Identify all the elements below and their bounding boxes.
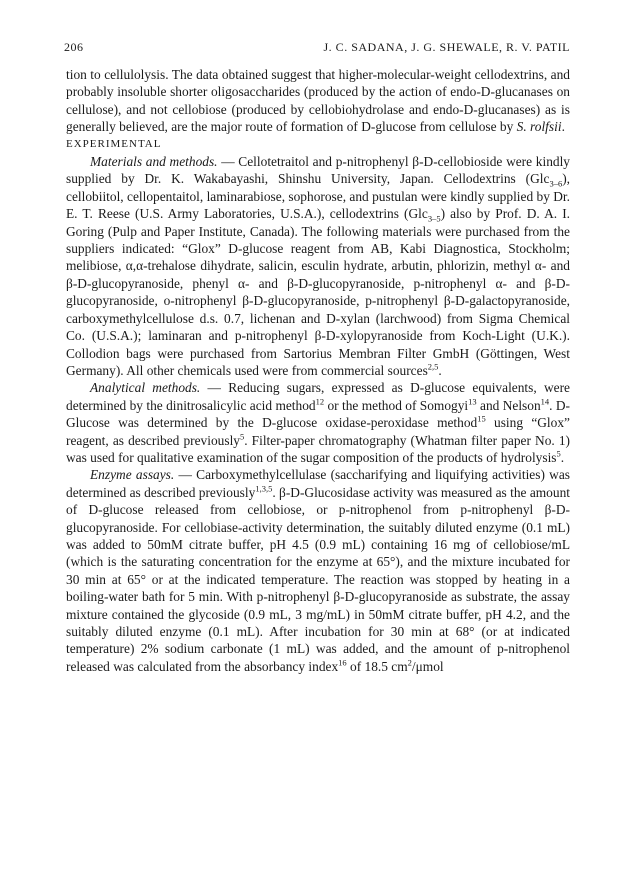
- materials-text-5: .: [438, 362, 442, 378]
- materials-heading: Materials and methods.: [90, 154, 218, 170]
- running-head: J. C. SADANA, J. G. SHEWALE, R. V. PATIL: [323, 40, 570, 54]
- materials-paragraph: [66, 153, 570, 379]
- enzyme-text-3: of 18.5 cm: [346, 658, 408, 674]
- glc-subscript-1: 3–6: [549, 179, 563, 190]
- citation-superscript: 5: [556, 448, 561, 459]
- citation-superscript: 13: [468, 396, 477, 407]
- citation-superscript: 16: [338, 657, 347, 668]
- citation-superscript: 2,5: [427, 361, 439, 372]
- citation-superscript: 14: [540, 396, 550, 407]
- citation-superscript: 12: [315, 396, 325, 407]
- enzyme-assays-heading: Enzyme assays.: [90, 467, 175, 483]
- analytical-text-6: . Filter-paper chromatography (Whatman filter paper No. 1) was used for qualitative examination of the sugar composition of the products of hydrolysis: [66, 432, 570, 465]
- materials-text-4: ) also by Prof. D. A. I. Goring (Pulp and Paper Institute, Canada). The following materials were purchased from the suppliers indicated: “Glox” D-glucose reagent from AB, Kabi Diagnostica, Stockholm; melibiose, α,α-trehalose dihydrate, salicin, esculin hydrate, arbutin, phlorizin, methyl α- and β-D-glucopyranoside, phenyl α- and β-D-glucopyranoside, p-nitrophenyl α- and β-D-glucopyranoside, o-nitrophenyl β-D-glucopyranoside, p-nitrophenyl β-D-galactopyranoside, carboxymethylcellulose d.s. 0.7, lichenan and D-xylan (larchwood) from Sigma Chemical Co. (U.S.A.); laminaran and p-nitrophenyl β-D-xylopyranoside from Koch-Light (U.K.). Collodion bags were purchased from Sartorius Membran Filter GmbH (Göttingen, West Germany). All other chemicals used were from commercial sources: [66, 206, 570, 378]
- enzyme-assays-paragraph: [66, 466, 570, 675]
- analytical-heading: Analytical methods.: [90, 380, 201, 396]
- analytical-paragraph: [66, 379, 570, 466]
- materials-text-1: — Cellotetraitol and: [217, 154, 336, 170]
- analytical-text-1: — Reducing sugars, expressed as D-glucose equivalents, were determined by the dinitrosalicylic acid method: [66, 380, 570, 413]
- enzyme-text-2: . β-D-Glucosidase activity was measured as the amount of D-glucose released from cellobiose, or p-nitrophenol from p-nitrophenyl β-D-glucopyranoside. For cellobiase-activity determination, the suitably diluted enzyme (0.1 mL) was added to 50mM citrate buffer, pH 4.5 (0.9 mL) containing 16 mg of cellobiose/mL (which is the saturating concentration for the enzyme at 65°), and the mixture incubated for 30 min at 65° or at the indicated temperature. The reaction was stopped by heating in a boiling-water bath for 5 min. With p-nitrophenyl β-D-glucopyranoside as substrate, the assay mixture contained the glycoside (0.9 mL, 3 mg/mL) in 50mM citrate buffer, pH 4.2, and the suitably diluted enzyme (0.1 mL). After incubation for 30 min at 68° (or at indicated temperature) 2% sodium carbonate (1 mL) was added, and the amount of p-nitrophenol released was calculated from the absorbancy index: [66, 484, 570, 674]
- article-body: [66, 66, 570, 675]
- intro-text-1: tion to cellulolysis. The data obtained suggest that higher-molecular-weight cellodextrins, and probably insoluble shorter oligosaccharides (produced by the action of endo-D-glucanases on cellulose), and not cellobiose (produced by cellobiohydrolase and endo-D-glucanases) as is generally believed, are the major route of formation of D-glucose from cellulose by: [66, 67, 570, 135]
- glc-subscript-2: 3–5: [427, 213, 441, 224]
- analytical-text-7: .: [560, 449, 565, 465]
- enzyme-text-1: — Carboxymethylcellulase (saccharifying and liquifying activities) was determined as described previously: [66, 467, 570, 500]
- analytical-text-2: or the method of Somogyi: [324, 397, 469, 413]
- page-number: 206: [64, 40, 84, 54]
- intro-paragraph: [66, 66, 570, 136]
- section-heading: EXPERIMENTAL: [66, 137, 162, 150]
- analytical-text-3: and Nelson: [476, 397, 541, 413]
- unit-superscript: 2: [407, 657, 412, 668]
- intro-text-2: .: [561, 119, 565, 135]
- citation-superscript: 1,3,5: [255, 483, 273, 494]
- species-name: S. rolfsii: [516, 119, 562, 135]
- citation-superscript: 15: [477, 413, 486, 424]
- citation-superscript: 5: [239, 431, 245, 442]
- enzyme-text-4: /μmol: [411, 658, 444, 674]
- materials-text-2: p-nitrophenyl β-D-cellobioside were kindly supplied by Dr. K. Wakabayashi, Shinshu University, Japan. Cellodextrins (Glc: [66, 154, 570, 187]
- analytical-text-4: . D-Glucose was determined by the D-glucose oxidase-peroxidase method: [66, 397, 571, 431]
- materials-text-3: ), cellobiitol, cellopentaitol, laminarabiose, sophorose, and pustulan were kindly supplied by Dr. E. T. Reese (U.S. Army Laboratories, U.S.A.), cellodextrins (Glc: [66, 171, 570, 222]
- analytical-text-5: using “Glox” reagent, as described previously: [66, 415, 570, 448]
